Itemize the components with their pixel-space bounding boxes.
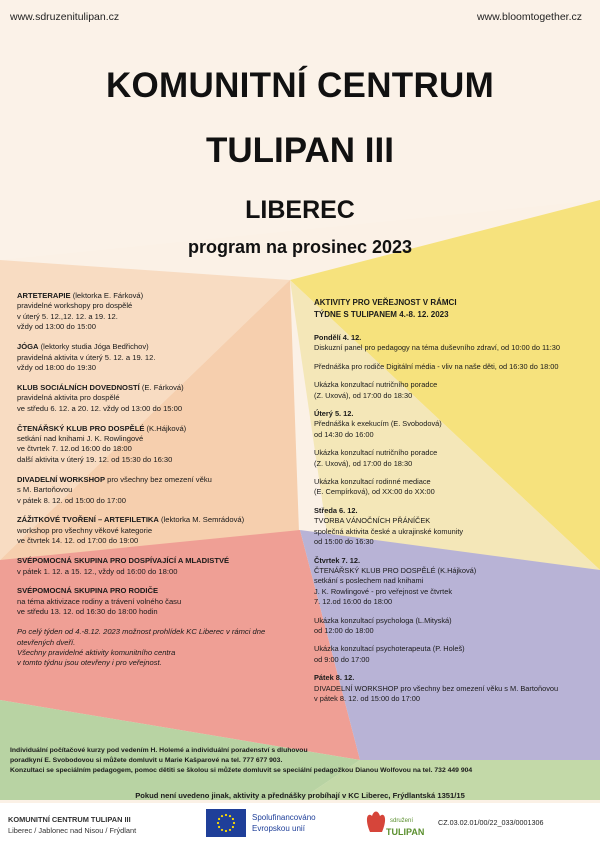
program-subtitle: program na prosinec 2023: [187, 237, 413, 257]
event-detail: setkání s poslechem nad knihami: [314, 576, 424, 586]
event-item: [314, 644, 594, 665]
activity-detail: pravidelná aktivita v úterý 5. 12. a 19. 12.: [17, 352, 156, 362]
event-detail: Přednáška pro rodiče Digitální média - vliv na naše děti, od 16:30 do 18:00: [314, 361, 559, 371]
event-detail: Ukázka konzultací psychologa (L.Mityská): [314, 615, 452, 625]
city-title: LIBEREC: [245, 196, 355, 224]
eu-star: [221, 829, 223, 831]
activity-detail: v pátek 1. 12. a 15. 12., vždy od 16:00 do 18:00: [17, 566, 178, 576]
eu-star: [218, 818, 220, 820]
website-link-right[interactable]: www.bloomtogether.cz: [476, 11, 582, 23]
event-detail: Ukázka konzultací nutričního poradce: [314, 380, 438, 390]
event-detail: Diskuzní panel pro pedagogy na téma duševního zdraví, od 10:00 do 11:30: [314, 343, 560, 353]
eu-star: [225, 830, 227, 832]
event-item: [314, 380, 594, 401]
page-title-line2: TULIPAN III: [206, 131, 394, 170]
event-day: Pondělí 4. 12.: [314, 333, 362, 342]
event-item: [314, 409, 594, 440]
activity-name: KLUB SOCIÁLNÍCH DOVEDNOSTÍ: [17, 382, 140, 392]
heading-line: AKTIVITY PRO VEŘEJNOST V RÁMCI: [314, 298, 457, 307]
activity-detail: s M. Bartoňovou: [17, 485, 73, 495]
activity-section: [17, 475, 297, 506]
activity-detail: ve středu 13. 12. od 16:30 do 18:00 hodin: [17, 607, 158, 617]
note-line: v tomto týdnu jsou otevřeny i pro veřejnost.: [17, 658, 162, 668]
activity-lecturer: pro všechny bez omezení věku: [105, 474, 212, 484]
note-line: Po celý týden od 4.-8.12. 2023 možnost prohlídek KC Liberec v rámci dne: [17, 627, 266, 637]
event-detail: (Z. Uxová), od 17:00 do 18:30: [314, 390, 413, 400]
activity-detail: setkání nad knihami J. K. Rowlingové: [17, 433, 144, 443]
event-detail: TVORBA VÁNOČNÍCH PŘÁNÍČEK: [314, 516, 431, 526]
activity-heading-line: [17, 586, 297, 596]
tulipan-logo-icon: [360, 808, 425, 844]
activity-lecturer: (lektorka M. Semrádová): [158, 515, 245, 525]
event-day: Pátek 8. 12.: [314, 673, 355, 683]
activity-lecturer: (lektorky studia Jóga Bedřichov): [38, 342, 149, 352]
event-detail: Ukázka konzultací nutričního poradce: [314, 448, 438, 458]
eu-star: [232, 818, 234, 820]
activity-section: [17, 586, 297, 617]
event-item: [314, 362, 594, 372]
tulipan-logo-small: sdružení: [390, 818, 414, 824]
open-day-note: [17, 627, 297, 669]
event-detail: od 12:00 do 18:00: [314, 625, 374, 635]
eu-star: [218, 826, 220, 828]
activity-detail: vždy od 13:00 do 15:00: [17, 322, 96, 332]
regular-activities-column: [17, 291, 297, 669]
event-detail: od 15:00 do 16:30: [314, 537, 374, 547]
event-detail: Ukázka konzultací psychoterapeuta (P. Holeš): [314, 644, 465, 654]
eu-flag-icon: [206, 809, 246, 837]
event-detail: J. K. Rowlingové - pro veřejnost ve čtvrtek: [314, 586, 453, 596]
activity-detail: v pátek 8. 12. od 15:00 do 17:00: [17, 495, 126, 505]
activity-lecturer: (lektorka E. Fárková): [70, 291, 144, 300]
activity-section: [17, 424, 297, 466]
page-title-line1: KOMUNITNÍ CENTRUM: [105, 66, 495, 105]
event-day: Čtvrtek 7. 12.: [314, 555, 361, 565]
public-week-heading: [314, 297, 594, 321]
activity-name: SVÉPOMOCNÁ SKUPINA PRO RODIČE: [17, 586, 159, 596]
eu-star: [217, 822, 219, 824]
activity-detail: workshop pro všechny věkové kategorie: [17, 525, 153, 535]
eu-cofunded-text: [252, 812, 316, 834]
activity-lecturer: (E. Fárková): [139, 382, 184, 392]
activity-heading-line: [17, 342, 297, 352]
activity-detail: ve čtvrtek 7. 12.od 16:00 do 18:00: [17, 444, 132, 454]
website-link-left[interactable]: www.sdruzenitulipan.cz: [10, 11, 120, 23]
activity-heading-line: [17, 383, 297, 393]
event-item: [314, 477, 594, 498]
event-detail: od 9:00 do 17:00: [314, 654, 370, 664]
event-detail: 7. 12.od 16:00 do 18:00: [314, 597, 393, 607]
heading-line: TÝDNE S TULIPANEM 4.-8. 12. 2023: [314, 310, 449, 319]
eu-line2: Evropskou unií: [252, 824, 305, 833]
kc-locations: Liberec / Jablonec nad Nisou / Frýdlant: [8, 826, 137, 835]
consultation-line: poradkyní E. Svobodovou si můžete domluvit u Marie Kašparové na tel. 777 677 903.: [10, 757, 283, 764]
footer-bar: [0, 803, 600, 849]
event-item: [314, 448, 594, 469]
eu-star: [229, 815, 231, 817]
event-detail: od 14:30 do 16:00: [314, 429, 374, 439]
event-day: Středa 6. 12.: [314, 505, 358, 515]
activity-heading-line: [17, 515, 297, 525]
project-code: CZ.03.02.01/00/22_033/0001306: [438, 818, 544, 827]
consultation-line: Individuální počítačové kurzy pod vedením H. Holemé a individuální poradenství s dluhovou: [10, 747, 308, 754]
activity-section: [17, 556, 297, 577]
activity-section: [17, 342, 297, 373]
eu-line1: Spolufinancováno: [252, 813, 316, 822]
venue-note: Pokud není uvedeno jinak, aktivity a přednášky probíhají v KC Liberec, Frýdlantská 1351/15: [135, 791, 465, 800]
activity-name: SVÉPOMOCNÁ SKUPINA PRO DOSPÍVAJÍCÍ A MLADISTVÉ: [17, 556, 230, 566]
activity-section: [17, 515, 297, 546]
event-item: [314, 616, 594, 637]
event-detail: ČTENÁŘSKÝ KLUB PRO DOSPĚLÉ (K.Hájková): [314, 565, 477, 575]
activity-detail: další aktivita v úterý 19. 12. od 15:30 do 16:30: [17, 454, 173, 464]
activity-detail: v úterý 5. 12.,12. 12. a 19. 12.: [17, 311, 118, 321]
event-detail: Ukázka konzultací rodinné mediace: [314, 477, 431, 487]
activity-lecturer: (K.Hájková): [144, 423, 187, 433]
activity-detail: pravidelná aktivita pro dospělé: [17, 393, 120, 403]
event-detail: DIVADELNÍ WORKSHOP pro všechny bez omezení věku s M. Bartoňovou: [314, 683, 559, 693]
activity-detail: ve čtvrtek 14. 12. od 17:00 do 19:00: [17, 536, 139, 546]
activity-name: ZÁŽITKOVÉ TVOŘENÍ – ARTEFILETIKA: [17, 515, 159, 525]
consultation-info: [10, 746, 595, 776]
activity-name: DIVADELNÍ WORKSHOP: [17, 474, 106, 484]
eu-star: [225, 814, 227, 816]
activity-heading-line: [17, 556, 297, 566]
eu-star: [229, 829, 231, 831]
activity-heading-line: [17, 475, 297, 485]
event-detail: společná aktivita české a ukrajinské komunity: [314, 526, 464, 536]
activity-heading-line: [17, 291, 297, 301]
event-item: [314, 506, 594, 548]
public-week-activities-column: [314, 297, 594, 712]
activity-detail: ve středu 6. 12. a 20. 12. vždy od 13:00 do 15:00: [17, 403, 183, 413]
activity-name: ČTENÁŘSKÝ KLUB PRO DOSPĚLÉ: [17, 423, 145, 433]
activity-detail: vždy od 18:00 do 19:30: [17, 362, 96, 372]
event-item: [314, 673, 594, 704]
activity-detail: pravidelné workshopy pro dospělé: [17, 301, 133, 311]
eu-star: [233, 822, 235, 824]
eu-star: [221, 815, 223, 817]
event-item: [314, 556, 594, 608]
activity-detail: na téma aktivizace rodiny a trávení volného času: [17, 596, 182, 606]
event-detail: Přednáška k exekucím (E. Svobodová): [314, 419, 442, 429]
activity-section: [17, 383, 297, 414]
activity-heading-line: [17, 424, 297, 434]
eu-star: [232, 826, 234, 828]
tulipan-logo-name: TULIPAN: [386, 827, 425, 837]
kc-name: KOMUNITNÍ CENTRUM TULIPAN III: [8, 815, 131, 824]
note-line: Všechny pravidelné aktivity komunitního centra: [17, 647, 176, 657]
activity-name: JÓGA: [17, 342, 39, 352]
event-day: Úterý 5. 12.: [314, 409, 354, 419]
event-detail: (E. Cempírková), od XX:00 do XX:00: [314, 487, 435, 497]
activity-section: [17, 291, 297, 333]
consultation-line: Konzultaci se speciálním pedagogem, pomoc dětiti se školou si můžete domluvit se speciální pedagožkou Dianou Wolfovou na tel. 732 449 904: [10, 767, 473, 774]
event-item: [314, 333, 594, 354]
kc-logo-text: [8, 814, 136, 836]
activity-name: ARTETERAPIE: [17, 291, 71, 300]
note-line: otevřených dveří.: [17, 637, 76, 647]
event-detail: v pátek 8. 12. od 15:00 do 17:00: [314, 693, 421, 703]
event-detail: (Z. Uxová), od 17:00 do 18:30: [314, 458, 413, 468]
